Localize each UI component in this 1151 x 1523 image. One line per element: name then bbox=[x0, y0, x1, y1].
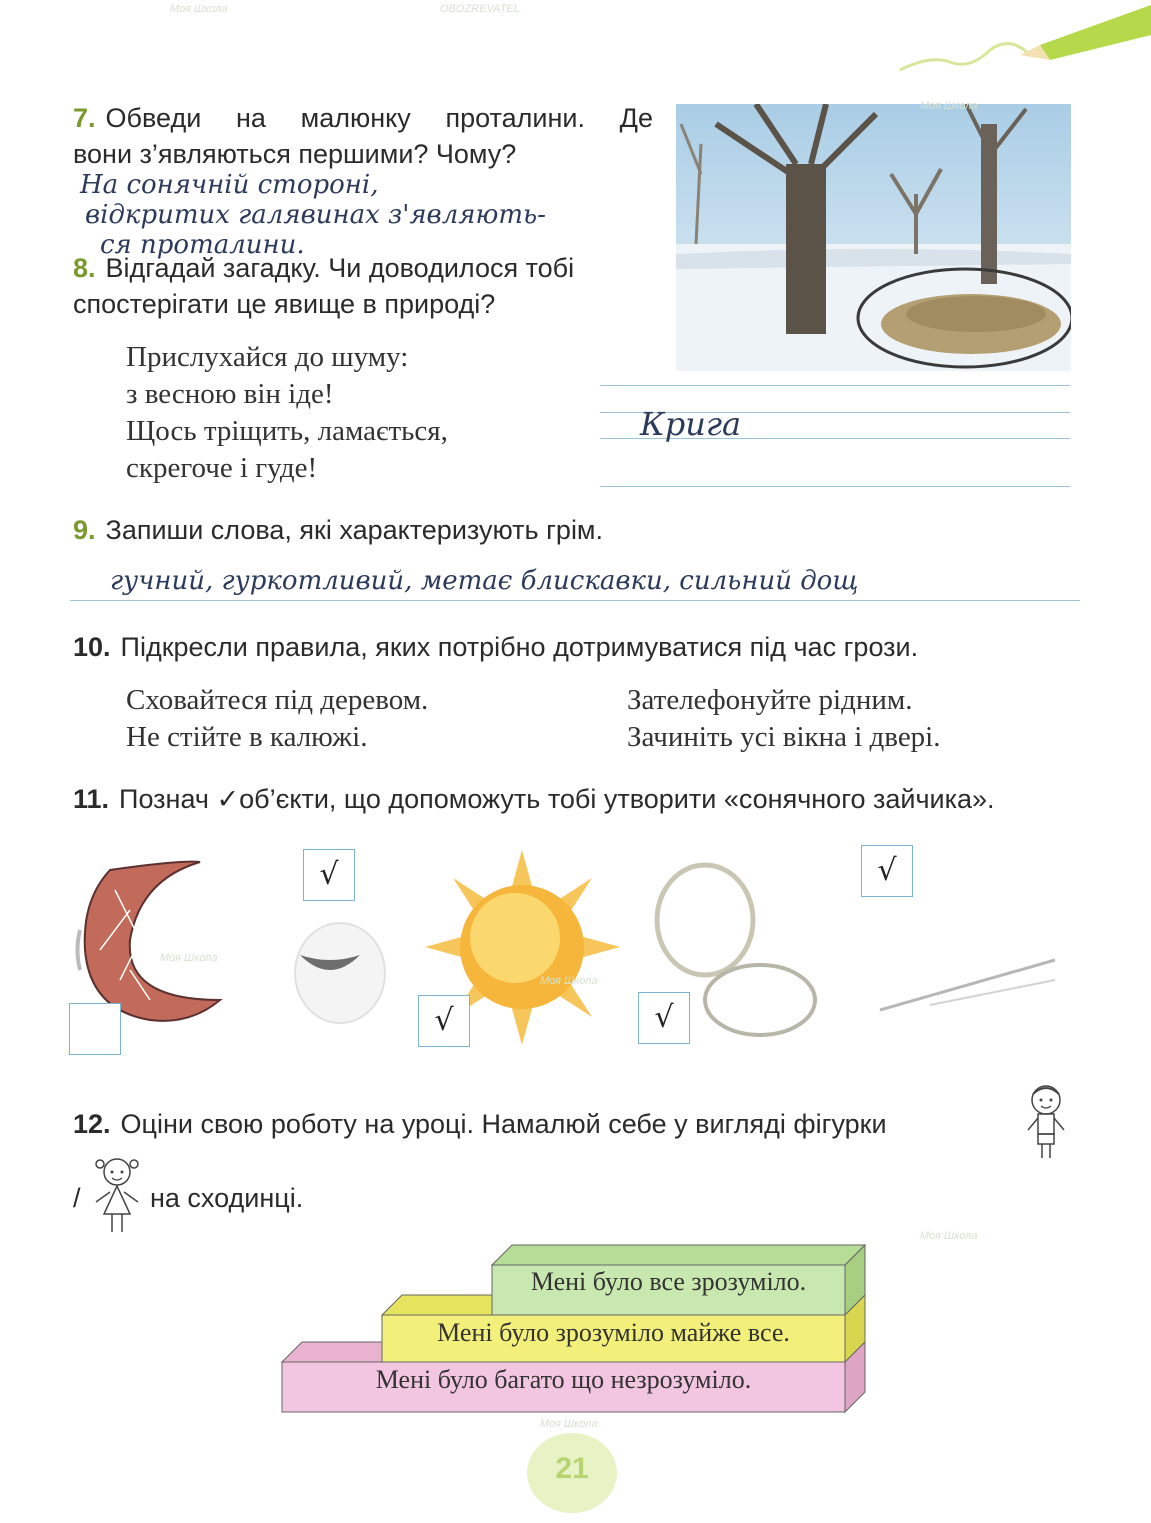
checkmark-icon: ✓ bbox=[216, 784, 240, 815]
task-7-number: 7. bbox=[73, 103, 96, 133]
task-7-text-line2: вони з’являються першими? Чому? bbox=[73, 139, 517, 169]
task-12-text-line2: на сходинці. bbox=[150, 1183, 304, 1213]
task-9-number: 9. bbox=[73, 515, 96, 545]
task-12-text-line1: Оціни свою роботу на уроці. Намалюй себе у вигляді фігурки bbox=[120, 1109, 887, 1139]
checkbox-crescent[interactable] bbox=[69, 1003, 121, 1055]
checkbox-mirror[interactable]: √ bbox=[303, 849, 355, 901]
task-8-number: 8. bbox=[73, 253, 96, 283]
rules-right bbox=[627, 682, 941, 756]
watermark: Моя Школа bbox=[920, 100, 978, 112]
watermark: Моя Школа bbox=[920, 1230, 978, 1242]
answer-line bbox=[600, 385, 1070, 386]
step-middle-label[interactable]: Мені було зрозуміло майже все. bbox=[437, 1318, 790, 1347]
task-8-text-line1: Відгадай загадку. Чи доводилося тобі bbox=[105, 253, 575, 283]
task-10-number: 10. bbox=[73, 632, 111, 662]
task-8-text-line2: спостерігати це явище в природі? bbox=[73, 289, 496, 319]
watermark: Моя Школа bbox=[540, 975, 598, 987]
answer-line bbox=[600, 486, 1070, 487]
rule-item[interactable]: Сховайтеся під деревом. bbox=[126, 684, 429, 716]
checkbox-ring[interactable]: √ bbox=[638, 992, 690, 1044]
task-12-number: 12. bbox=[73, 1109, 111, 1139]
task-12-prompt bbox=[73, 1106, 887, 1142]
checkbox-needle[interactable]: √ bbox=[861, 845, 913, 897]
task-7-answer-line1: На сонячній стороні, bbox=[80, 170, 379, 200]
task-8-riddle bbox=[126, 339, 448, 487]
task-7-answer-line2: відкритих галявинах з'являють- bbox=[85, 200, 546, 230]
task-7-answer[interactable] bbox=[80, 170, 680, 260]
needle-image bbox=[870, 950, 1060, 1020]
task-10-prompt bbox=[73, 629, 918, 665]
task-11-number: 11. bbox=[73, 784, 110, 814]
task-7-answer-line3: ся проталини. bbox=[100, 230, 305, 260]
step-bottom-label[interactable]: Мені було багато що незрозуміло. bbox=[375, 1365, 752, 1394]
rule-item[interactable]: Не стійте в калюжі. bbox=[126, 721, 368, 753]
girl-figure-icon bbox=[90, 1152, 144, 1238]
page-number: 21 bbox=[555, 1452, 589, 1485]
task-7-prompt bbox=[73, 100, 653, 172]
task-9-answer[interactable]: гучний, гуркотливий, метає блискавки, сильний дощ bbox=[110, 566, 859, 596]
task-8-answer[interactable]: Крига bbox=[640, 405, 742, 443]
winter-thaw-photo bbox=[676, 104, 1071, 371]
step-top-label[interactable]: Мені було все зрозуміло. bbox=[530, 1267, 807, 1296]
task-9-text: Запиши слова, які характеризують грім. bbox=[105, 515, 604, 545]
task-9-prompt bbox=[73, 512, 603, 548]
answer-line bbox=[70, 600, 1080, 601]
riddle-line: з весною він іде! bbox=[126, 378, 334, 410]
riddle-line: Прислухайся до шуму: bbox=[126, 341, 409, 373]
task-11-text-after: об’єкти, що допоможуть тобі утворити «сонячного зайчика». bbox=[239, 784, 995, 814]
rules-left bbox=[126, 682, 428, 756]
pencil-decoration bbox=[890, 0, 1151, 95]
task-11-text-before: Познач bbox=[119, 784, 209, 814]
task-7-text-line1: Обведи на малюнку проталини. Де bbox=[105, 103, 653, 133]
watermark: Моя Школа bbox=[160, 952, 218, 964]
round-mirror-image bbox=[290, 915, 390, 1030]
checkbox-sun[interactable]: √ bbox=[418, 995, 470, 1047]
watermark: Моя Школа bbox=[170, 3, 228, 15]
watermark: OBOZREVATEL bbox=[440, 3, 520, 15]
task-12-slash: / bbox=[73, 1183, 81, 1213]
boy-figure-icon bbox=[1022, 1082, 1070, 1162]
rule-item[interactable]: Зателефонуйте рідним. bbox=[627, 684, 913, 716]
riddle-line: скрегоче і гуде! bbox=[126, 452, 318, 484]
task-11-prompt bbox=[73, 781, 995, 818]
watermark: Моя Школа bbox=[540, 1418, 598, 1430]
task-8-prompt bbox=[73, 250, 673, 322]
riddle-line: Щось тріщить, ламається, bbox=[126, 415, 448, 447]
task-10-text: Підкресли правила, яких потрібно дотримуватися під час грози. bbox=[120, 632, 919, 662]
rule-item[interactable]: Зачиніть усі вікна і двері. bbox=[627, 721, 941, 753]
